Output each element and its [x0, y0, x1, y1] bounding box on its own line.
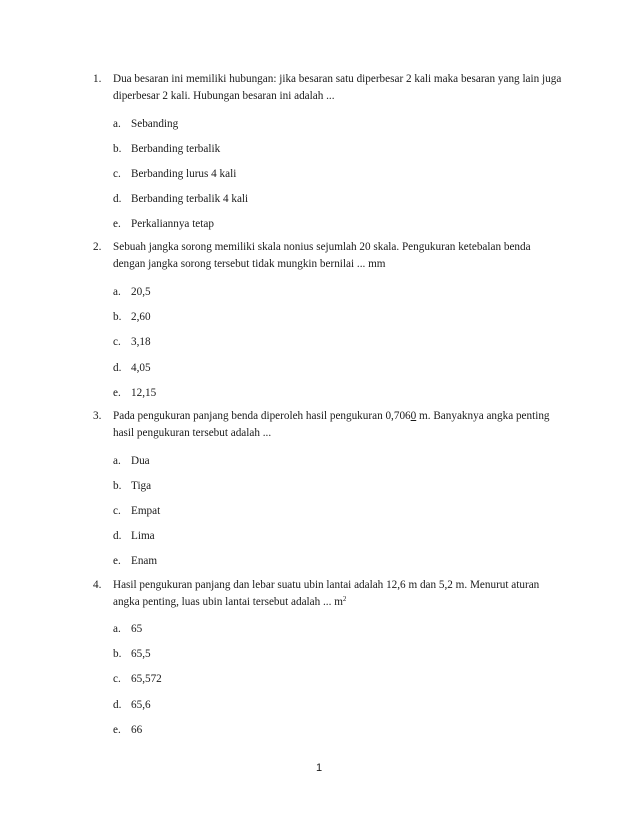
question-number: 3. [93, 410, 102, 422]
option-4d [113, 698, 151, 712]
option-1d [113, 192, 248, 206]
question-3 [93, 408, 563, 442]
option-text: 20,5 [131, 286, 151, 298]
option-letter: d. [113, 362, 122, 374]
stem-text: m. Banyaknya angka penting hasil pengukuran tersebut adalah ... [113, 410, 550, 439]
option-1c [113, 167, 236, 181]
option-text: 4,05 [131, 362, 151, 374]
option-letter: c. [113, 505, 121, 517]
question-stem: Sebuah jangka sorong memiliki skala nonius sejumlah 20 skala. Pengukuran ketebalan benda dengan jangka sorong tersebut tidak mungkin bernilai ... mm [113, 241, 531, 270]
option-letter: b. [113, 480, 122, 492]
option-letter: b. [113, 311, 122, 323]
option-2e [113, 386, 156, 400]
option-1e [113, 217, 214, 231]
option-text: Berbanding lurus 4 kali [131, 168, 237, 180]
option-letter: e. [113, 724, 121, 736]
stem-text: Hasil pengukuran panjang dan lebar suatu ubin lantai adalah 12,6 m dan 5,2 m. Menurut aturan angka penting, luas ubin lantai tersebut adalah ... m [113, 579, 540, 608]
option-2c [113, 335, 151, 349]
option-text: 3,18 [131, 336, 151, 348]
option-letter: a. [113, 286, 121, 298]
option-text: Perkaliannya tetap [131, 218, 214, 230]
option-text: Enam [131, 555, 158, 567]
option-4a [113, 622, 142, 636]
option-letter: c. [113, 336, 121, 348]
option-letter: d. [113, 530, 122, 542]
option-3b [113, 479, 151, 493]
option-text: 65,572 [131, 673, 162, 685]
option-3a [113, 454, 150, 468]
option-2d [113, 361, 151, 375]
option-3c [113, 504, 160, 518]
option-text: Berbanding terbalik 4 kali [131, 193, 249, 205]
option-letter: e. [113, 218, 121, 230]
question-stem: Dua besaran ini memiliki hubungan: jika besaran satu diperbesar 2 kali maka besaran yang lain juga diperbesar 2 kali. Hubungan besaran ini adalah ... [113, 73, 562, 102]
option-letter: d. [113, 699, 122, 711]
option-text: 66 [131, 724, 143, 736]
stem-text: Pada pengukuran panjang benda diperoleh hasil pengukuran 0,706 [113, 410, 411, 422]
option-text: Sebanding [131, 118, 179, 130]
option-letter: c. [113, 673, 121, 685]
underlined-digit: 0 [410, 410, 417, 422]
question-stem [113, 577, 563, 611]
option-3e [113, 554, 157, 568]
option-text: 65 [131, 623, 143, 635]
superscript-exponent: 2 [342, 595, 347, 603]
option-letter: e. [113, 387, 121, 399]
option-text: 65,6 [131, 699, 151, 711]
option-letter: c. [113, 168, 121, 180]
option-letter: a. [113, 118, 121, 130]
option-2b [113, 310, 151, 324]
option-4b [113, 647, 151, 661]
question-1 [93, 71, 563, 105]
option-2a [113, 285, 151, 299]
option-text: 65,5 [131, 648, 151, 660]
question-2 [93, 239, 563, 273]
option-letter: a. [113, 623, 121, 635]
option-4c [113, 672, 162, 686]
option-text: Tiga [131, 480, 152, 492]
option-text: Lima [131, 530, 155, 542]
option-1a [113, 117, 178, 131]
option-letter: b. [113, 143, 122, 155]
option-text: 12,15 [131, 387, 157, 399]
question-stem [113, 408, 563, 442]
option-4e [113, 723, 142, 737]
option-letter: b. [113, 648, 122, 660]
option-text: Dua [131, 455, 150, 467]
question-number: 2. [93, 241, 102, 253]
option-1b [113, 142, 220, 156]
page-number: 1 [315, 762, 323, 774]
question-number: 1. [93, 73, 102, 85]
option-3d [113, 529, 155, 543]
option-letter: a. [113, 455, 121, 467]
option-text: Berbanding terbalik [131, 143, 221, 155]
option-text: Empat [131, 505, 161, 517]
option-letter: e. [113, 555, 121, 567]
question-4 [93, 577, 563, 611]
option-letter: d. [113, 193, 122, 205]
option-text: 2,60 [131, 311, 151, 323]
question-number: 4. [93, 579, 102, 591]
